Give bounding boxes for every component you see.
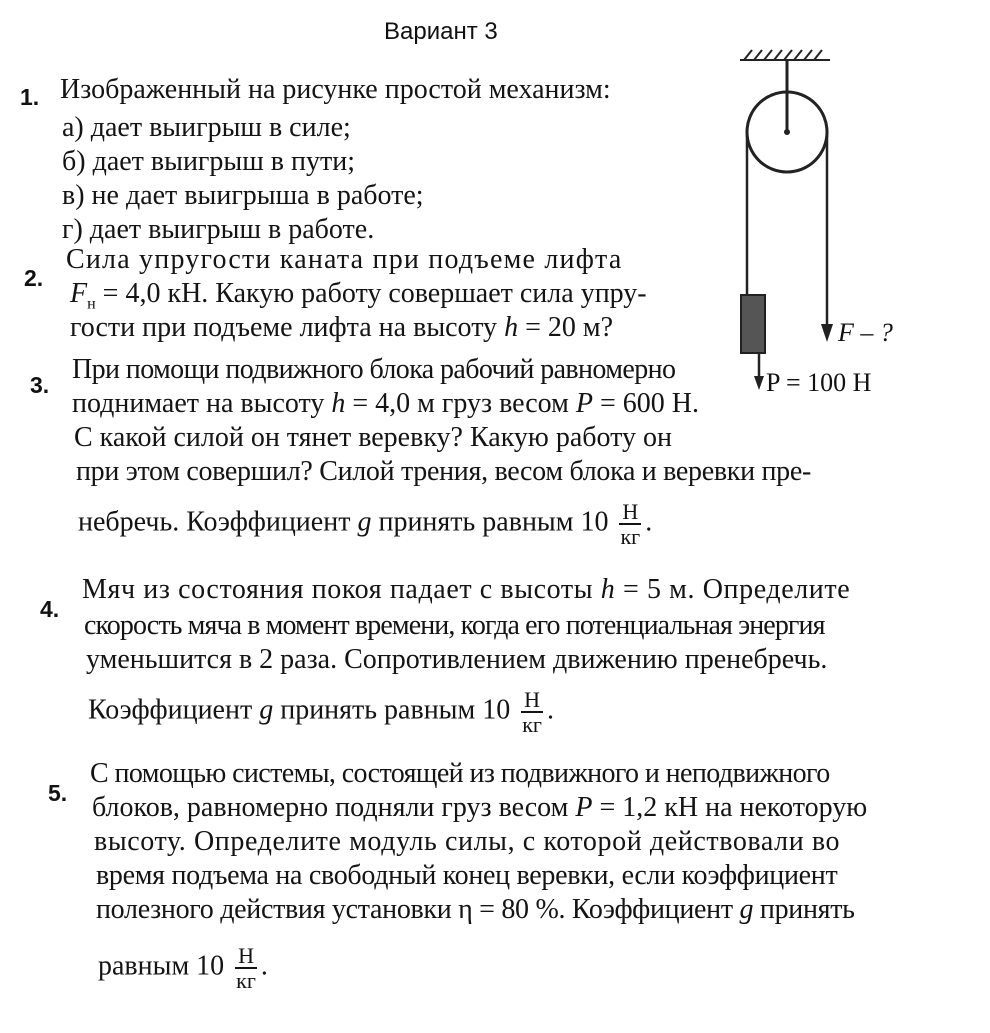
problem-3-line-5: небречь. Коэффициент g принять равным 10 $\frac{Н}{кг}$ .	[78, 499, 653, 550]
problem-4-line-1-b: = 5 м. Определите	[622, 574, 851, 605]
problem-5-line-6: равным 10 $\frac{Н}{кг}$ .	[98, 943, 268, 994]
problem-4-line-3: уменьшится в 2 раза. Сопротивлением движению пренебречь.	[86, 644, 828, 675]
problem-2-number: 2.	[24, 265, 44, 291]
fraction-denominator: кг	[236, 968, 256, 994]
unit-fraction	[233, 944, 259, 992]
problem-5-line-4: время подъема на свободный конец веревки, если коэффициент	[96, 860, 838, 891]
g-symbol: g	[259, 694, 274, 726]
pulley-axle	[784, 129, 790, 135]
problem-1-option-a: а) дает выигрыш в силе;	[62, 112, 351, 143]
problem-3-line-2-a: поднимает на высоту	[72, 388, 325, 419]
load-weight	[741, 295, 765, 353]
problem-5-line-2-a: блоков, равномерно подняли груз весом	[92, 792, 569, 823]
problem-2-line-2-text: = 4,0 кН. Какую работу совершает сила упру-	[102, 278, 647, 309]
problem-5-number: 5.	[48, 780, 68, 806]
variant-title: Вариант 3	[384, 18, 498, 45]
problem-5-line-5	[96, 894, 855, 926]
problem-5-line-3: высоту. Определите модуль силы, с которой действовали во	[94, 826, 841, 857]
problem-1-option-d: г) дает выигрыш в работе.	[62, 214, 375, 245]
problem-2-line-3	[70, 312, 613, 344]
fraction-numerator: Н	[521, 688, 543, 713]
weight-label-text: P = 100 Н	[766, 368, 872, 397]
force-symbol: F	[70, 278, 88, 309]
problem-5-line-2-b: = 1,2 кН на некоторую	[599, 792, 868, 823]
weight-arrow-head	[754, 376, 764, 390]
problem-4-line-1	[82, 574, 850, 606]
problem-2-line-3-text: гости при подъеме лифта на высоту	[70, 312, 498, 343]
problem-5-line-5-a: полезного действия установки η = 80 %. Коэффициент	[96, 894, 733, 925]
problem-2-height-value: = 20 м?	[525, 312, 613, 343]
problem-4-line-1-a: Мяч из состояния покоя падает с высоты	[82, 574, 594, 605]
fraction-denominator: кг	[522, 712, 542, 738]
problem-5-line-2	[92, 792, 867, 824]
problem-3-line-5-b: принять равным 10	[378, 506, 609, 538]
problem-4-line-4: Коэффициент g принять равным 10 $\frac{Н}{кг}$ .	[88, 687, 554, 738]
problem-1-number: 1.	[20, 84, 40, 110]
problem-4-line-4-a: Коэффициент	[88, 694, 253, 726]
g-symbol: g	[739, 894, 754, 925]
weight-label	[766, 368, 871, 398]
fraction-denominator: кг	[620, 524, 641, 550]
problem-1-option-b: б) дает выигрыш в пути;	[62, 146, 355, 177]
weight-symbol: P	[575, 388, 593, 419]
problem-4-number: 4.	[40, 596, 60, 622]
problem-3-line-3: С какой силой он тянет веревку? Какую работу он	[74, 422, 672, 453]
unit-fraction	[617, 500, 643, 548]
problem-5-line-6-a: равным 10	[98, 950, 225, 982]
force-subscript: н	[87, 295, 96, 313]
ceiling-hatch	[740, 50, 830, 60]
problem-3-line-5-a: небречь. Коэффициент	[78, 506, 351, 538]
problem-5-line-5-b: принять	[759, 894, 855, 925]
problem-4-line-4-b: принять равным 10	[280, 694, 511, 726]
height-symbol: h	[600, 574, 616, 605]
force-label	[838, 318, 893, 348]
problem-1-option-c: в) не дает выигрыша в работе;	[62, 180, 424, 211]
problem-2-line-2	[70, 278, 647, 314]
fraction-numerator: Н	[619, 500, 641, 525]
problem-2-line-1: Сила упругости каната при подъеме лифта	[66, 244, 623, 275]
problem-3-line-2-c: = 600 Н.	[599, 388, 699, 419]
problem-3-line-2	[72, 388, 699, 420]
problem-1-text: Изображенный на рисунке простой механизм:	[60, 74, 611, 105]
force-label-text: F – ?	[838, 318, 893, 347]
problem-3-line-1: При помощи подвижного блока рабочий равномерно	[72, 354, 676, 385]
problem-3-line-4: при этом совершил? Силой трения, весом блока и веревки пре-	[76, 456, 812, 487]
force-arrow-head	[821, 324, 833, 342]
unit-fraction	[519, 688, 545, 736]
fraction-numerator: Н	[235, 944, 257, 969]
problem-4-line-2: скорость мяча в момент времени, когда его потенциальная энергия	[84, 610, 825, 641]
weight-symbol: P	[575, 792, 593, 823]
height-symbol: h	[331, 388, 346, 419]
problem-5-line-1: С помощью системы, состоящей из подвижного и неподвижного	[90, 758, 830, 789]
height-symbol: h	[504, 312, 519, 343]
g-symbol: g	[357, 506, 372, 538]
problem-3-line-2-b: = 4,0 м груз весом	[352, 388, 569, 419]
problem-3-number: 3.	[30, 372, 50, 398]
